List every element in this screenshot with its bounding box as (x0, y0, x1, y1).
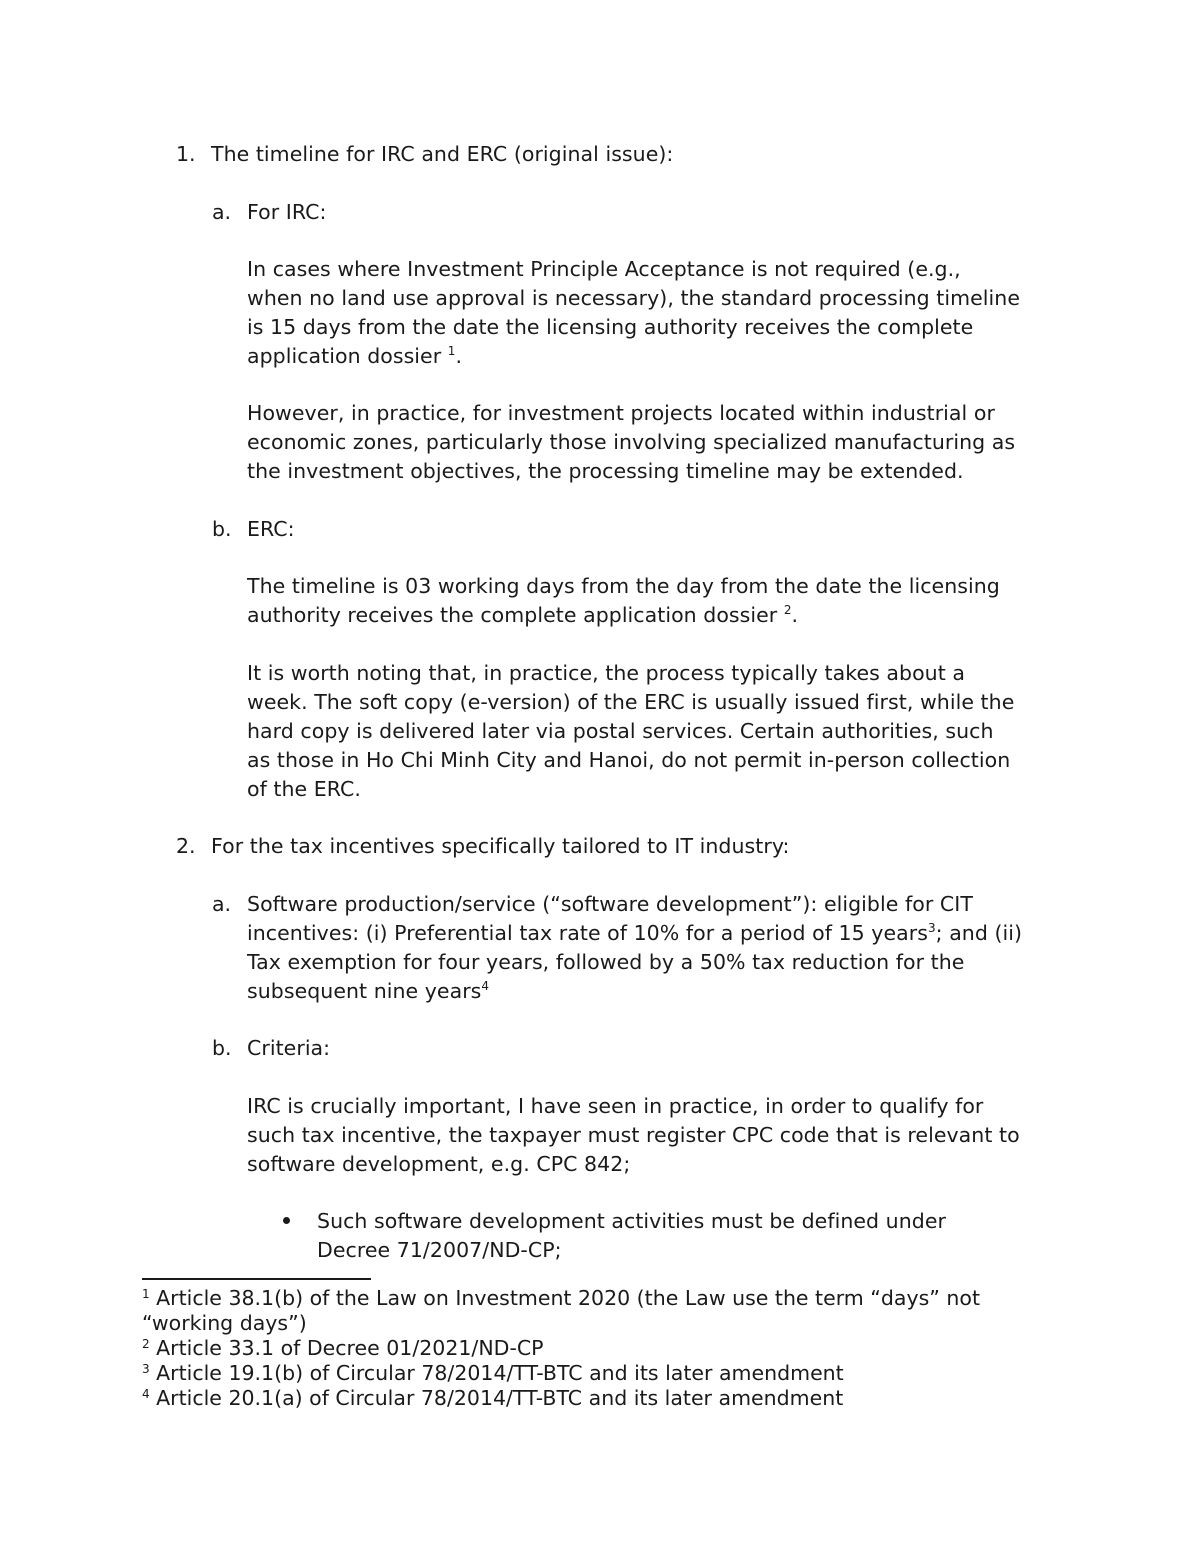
paragraph-line: is 15 days from the date the licensing authority receives the complete (247, 315, 974, 339)
section-1b-marker: b. (212, 517, 232, 541)
paragraph-line: such tax incentive, the taxpayer must register CPC code that is relevant to (247, 1123, 1020, 1147)
footnote-4 (142, 1386, 843, 1411)
bullet-dot (283, 1217, 290, 1224)
footnote-text: Article 38.1(b) of the Law on Investment 2020 (the Law use the term “days” not (149, 1286, 980, 1310)
section-2b-marker: b. (212, 1036, 232, 1060)
paragraph-line: In cases where Investment Principle Acceptance is not required (e.g., (247, 257, 961, 281)
paragraph-line: economic zones, particularly those involving specialized manufacturing as (247, 430, 1016, 454)
footnote-ref-4[interactable]: 4 (481, 979, 490, 993)
section-1-number: 1. (176, 142, 196, 166)
paragraph-line-text: application dossier (247, 344, 448, 368)
section-1-heading: The timeline for IRC and ERC (original issue): (211, 142, 674, 166)
section-1a-label: For IRC: (247, 200, 327, 224)
footnote-text: Article 33.1 of Decree 01/2021/ND-CP (149, 1336, 544, 1360)
paragraph-line: Tax exemption for four years, followed by a 50% tax reduction for the (247, 950, 965, 974)
paragraph-line: software development, e.g. CPC 842; (247, 1152, 631, 1176)
period: . (455, 344, 463, 368)
footnote-separator (142, 1278, 371, 1280)
period: . (791, 603, 799, 627)
footnote-ref-2[interactable]: 2 (783, 603, 792, 617)
paragraph-line: of the ERC. (247, 777, 361, 801)
footnote-mark-1: 1 (142, 1287, 150, 1301)
paragraph-line-text: subsequent nine years (247, 979, 482, 1003)
section-2-heading: For the tax incentives specifically tailored to IT industry: (211, 834, 790, 858)
paragraph-line: It is worth noting that, in practice, the process typically takes about a (247, 661, 965, 685)
footnote-2 (142, 1336, 544, 1361)
footnote-ref-1[interactable]: 1 (447, 344, 456, 358)
footnote-1-continuation: “working days”) (142, 1311, 307, 1335)
paragraph-line: week. The soft copy (e-version) of the ERC is usually issued first, while the (247, 690, 1015, 714)
paragraph-line (247, 977, 489, 1006)
paragraph-line-text: authority receives the complete application dossier (247, 603, 784, 627)
bullet-line: Such software development activities must be defined under (317, 1209, 946, 1233)
paragraph-line: hard copy is delivered later via postal services. Certain authorities, such (247, 719, 994, 743)
footnote-mark-4: 4 (142, 1387, 150, 1401)
paragraph-line: Software production/service (“software development”): eligible for CIT (247, 892, 973, 916)
paragraph-line: However, in practice, for investment projects located within industrial or (247, 401, 995, 425)
paragraph-line: The timeline is 03 working days from the day from the date the licensing (247, 574, 1000, 598)
footnote-mark-2: 2 (142, 1337, 150, 1351)
paragraph-line: when no land use approval is necessary), the standard processing timeline (247, 286, 1020, 310)
footnote-ref-3[interactable]: 3 (927, 921, 936, 935)
section-2-number: 2. (176, 834, 196, 858)
footnote-1 (142, 1286, 980, 1311)
paragraph-line (247, 601, 798, 630)
paragraph-line (247, 342, 462, 371)
paragraph-line-text: ; and (ii) (935, 921, 1023, 945)
bullet-line: Decree 71/2007/ND-CP; (317, 1238, 562, 1262)
paragraph-line: the investment objectives, the processing timeline may be extended. (247, 459, 964, 483)
paragraph-line (247, 919, 1022, 948)
paragraph-line: as those in Ho Chi Minh City and Hanoi, do not permit in-person collection (247, 748, 1011, 772)
footnote-text: Article 19.1(b) of Circular 78/2014/TT-BTC and its later amendment (149, 1361, 844, 1385)
footnote-mark-3: 3 (142, 1362, 150, 1376)
footnote-3 (142, 1361, 844, 1386)
section-2a-marker: a. (212, 892, 232, 916)
section-2b-label: Criteria: (247, 1036, 331, 1060)
paragraph-line-text: incentives: (i) Preferential tax rate of 10% for a period of 15 years (247, 921, 928, 945)
footnote-text: Article 20.1(a) of Circular 78/2014/TT-BTC and its later amendment (149, 1386, 844, 1410)
section-1b-label: ERC: (247, 517, 295, 541)
section-1a-marker: a. (212, 200, 232, 224)
paragraph-line: IRC is crucially important, I have seen in practice, in order to qualify for (247, 1094, 984, 1118)
